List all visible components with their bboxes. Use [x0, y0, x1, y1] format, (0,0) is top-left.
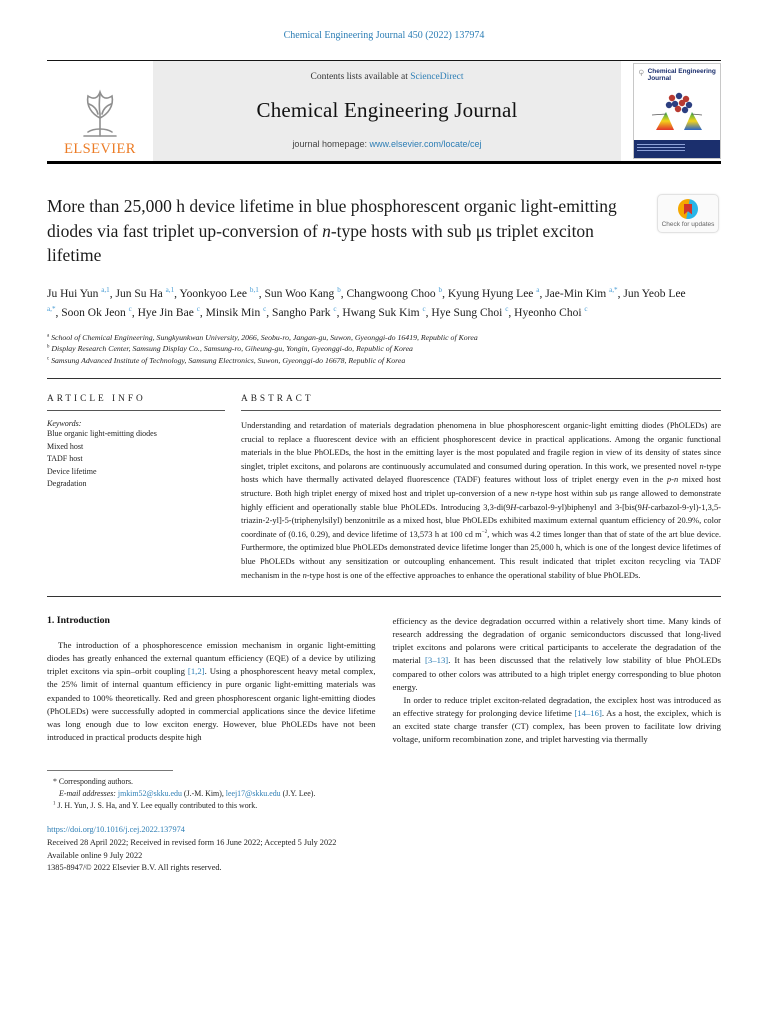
keyword-item: Device lifetime: [47, 466, 97, 476]
journal-citation: Chemical Engineering Journal 450 (2022) 137974: [283, 30, 485, 41]
intro-paragraph-2: In order to reduce triplet exciton-related degradation, the exciplex host was introduced as an effective strategy for prolonging device lifetime [14–16]. As a host, the exciplex, which is an excited state charge transfer (CT) complex, has been proven to facilitate low driving voltage, uniform recombination zone, and triplet harvesting via thermally: [392, 694, 721, 744]
cover-artwork: [638, 82, 716, 140]
text-link[interactable]: c: [333, 304, 337, 313]
journal-masthead: [47, 60, 721, 164]
intro-paragraph-1-continued: efficiency as the device degradation occurred within a relatively short time. Many kinds of research addressing the degradation of organic semiconductors discussed that long-lived triplet excitons and polarons were critical participants to accelerate the degradation of the material [3–13]. It has been discussed that the relatively low stability of blue PhOLEDs compared to other colors was attributed to a high triplet energy corresponding to blue photon energy.: [392, 616, 721, 692]
text-link[interactable]: a: [536, 285, 540, 294]
text-link[interactable]: b,1: [249, 285, 259, 294]
section-divider-bottom: [47, 596, 721, 597]
abstract-column: [241, 394, 721, 582]
cover-column: [621, 61, 721, 161]
cover-journal-title: Chemical Engineering Journal: [647, 68, 716, 82]
keyword-item: Blue organic light-emitting diodes: [47, 429, 157, 438]
intro-paragraph-1: The introduction of a phosphorescence emission mechanism in organic light-emitting diodes has greatly enhanced the external quantum efficiency (EQE) of a device by utilizing triplet excitons via spin–orbit coupling [1,2]. Using a phosphorescent heavy metal complex, the 25% limit of internal quantum efficiency in pure organic light-emitting materials was expanded to 100% theoretically. Red and green phosphorescent organic light-emitting diodes (PhOLEDs) were successfully adopted in commercial applications since the device lifetime was long enough due to low exciton energy. However, blue PhOLEDs have not been introduced in practical products despite high: [47, 640, 376, 742]
text-link[interactable]: b: [438, 285, 443, 294]
keyword-item: Degradation: [47, 479, 87, 488]
received-dates: Received 28 April 2022; Received in revised form 16 June 2022; Accepted 5 July 2022: [47, 837, 337, 847]
cover-elsevier-tree-icon: [638, 68, 645, 78]
cover-header: [638, 68, 716, 82]
journal-cover-thumbnail[interactable]: [633, 63, 721, 159]
elsevier-wordmark: ELSEVIER: [64, 141, 136, 157]
text-link[interactable]: c: [128, 304, 132, 313]
journal-homepage-link[interactable]: www.elsevier.com/locate/cej: [369, 139, 482, 149]
sciencedirect-link[interactable]: ScienceDirect: [410, 72, 464, 82]
text-link[interactable]: a,1: [165, 285, 175, 294]
available-online-date: Available online 9 July 2022: [47, 850, 143, 860]
affiliation-b: $^b$ Display Research Center, Samsung Display Co., Samsung-ro, Giheung-gu, Yongin, Gyeonggi-do, Republic of Korea: [47, 344, 413, 353]
equal-contribution-note: $^1$ J. H. Yun, J. S. Ha, and Y. Lee equally contributed to this work.: [53, 801, 258, 811]
keyword-item: Mixed host: [47, 441, 84, 451]
email-addresses-note: E-mail addresses: jmkim52@skku.edu (J.-M. Kim), leej17@skku.edu (J.Y. Lee).: [59, 789, 316, 799]
text-link[interactable]: c: [263, 304, 267, 313]
cover-molecule-graphic-icon: [644, 88, 710, 134]
footnote-divider: [47, 770, 173, 771]
keywords-label: Keywords:: [47, 419, 82, 428]
cover-footer-band: [634, 140, 720, 158]
text-link[interactable]: c: [584, 304, 588, 313]
text-link[interactable]: a,*: [609, 285, 618, 294]
article-info-heading: ARTICLE INFO: [47, 394, 225, 411]
affiliation-c: $^c$ Samsung Advanced Institute of Technology, Samsung Electronics, Suwon, Gyeonggi-do 16678, Republic of Korea: [47, 355, 406, 365]
text-link[interactable]: c: [422, 304, 426, 313]
citation-ref-1-2[interactable]: [1,2]: [187, 666, 205, 677]
check-for-updates-label: Check for updates: [661, 221, 715, 228]
text-link[interactable]: a,*: [47, 304, 56, 313]
elsevier-logo[interactable]: [47, 61, 153, 161]
text-link[interactable]: c: [196, 304, 200, 313]
article-footer: [47, 824, 721, 875]
article-title: More than 25,000 h device lifetime in blue phosphorescent organic light-emitting diodes via fast triplet up-conversion of n-type hosts with sub μs triplet exciton lifetime: [47, 196, 617, 265]
text-link[interactable]: b: [337, 285, 341, 294]
introduction-heading: 1. Introduction: [47, 615, 110, 627]
elsevier-tree-icon: [74, 84, 126, 140]
article-body: [47, 615, 721, 746]
check-for-updates-badge[interactable]: [657, 194, 719, 233]
citation-ref-14-16[interactable]: [14–16]: [574, 707, 602, 718]
citation-ref-3-13[interactable]: [3–13]: [425, 655, 449, 666]
text-link[interactable]: c: [505, 304, 509, 313]
check-for-updates-icon: [678, 199, 698, 219]
body-column-left: [47, 615, 376, 746]
abstract-text: Understanding and retardation of materials degradation phenomena in blue phosphorescent organic-light emitting diodes (PhOLEDs) are crucial to replace a fluorescent device with an efficient phosphorescent device in practical applications. Among the organic functional materials in the blue PhOLEDs, the host in the emitting layer is the most populated and fragile region in view of its density of states since singlet, triplet excitons, and polarons are continuously accumulated and consumed during operation. In this work, we presented novel n-type hosts which have thermally activated delayed fluorescence (TADF) features without loss of triplet energy even in the p-n mixed host structure. Both high triplet energy of mixed host and triplet up-conversion of a new n-type host within sub μs range allowed to demonstrate highly efficient and operationally stable blue PhOLEDs. Introducing 3,3-di(9H-carbazol-9-yl)biphenyl and 3-[bis(9H-carbazol-9-yl)-1,3,5-triazin-2-yl]-5-(triphenylsilyl) benzonitrile as a mixed host, blue PhOLEDs exhibited maximum external quantum efficiency of 20.9%, color coordinate of (0.16, 0.29), and device lifetime of 13,573 h at 100 cd $m^{-2}$, which was 4.2 times longer than that of state of the art blue device. Furthermore, the optimized blue PhOLEDs demonstrated device lifetime longer than 25,000 h, which is one of the longest device lifetimes of blue PhOLEDs without any sensitization or outcoupling enhancement. This result indicated that triplet exciton recycling via TADF mechanism in the n-type host is one of the effective approaches to enhance the operational stability of blue PhOLEDs.: [241, 420, 721, 580]
journal-homepage-line: [159, 139, 615, 149]
masthead-center: [153, 61, 621, 161]
doi-link[interactable]: https://doi.org/10.1016/j.cej.2022.137974: [47, 825, 185, 835]
contents-list-line: [159, 72, 615, 82]
email-link-jmkim[interactable]: jmkim52@skku.edu: [117, 789, 182, 799]
info-abstract-section: [47, 379, 721, 582]
affiliation-a: $^a$ School of Chemical Engineering, Sungkyunkwan University, 2066, Seobu-ro, Jangan-gu, Suwon, Gyeonggi-do 16419, Republic of Korea: [47, 332, 478, 342]
corresponding-authors-note: * Corresponding authors.: [53, 777, 133, 787]
homepage-prefix-text: journal homepage:: [292, 139, 370, 149]
contents-prefix-text: Contents lists available at: [310, 72, 411, 82]
author-list: Ju Hui Yun $^{a,1}$, Jun Su Ha $^{a,1}$, Yoonkyoo Lee $^{b,1}$, Sun Woo Kang $^b$, Changwoong Choo $^b$, Kyung Hyung Lee $^a$, Jae-Min Kim $^{a,*}$, Jun Yeob Lee $^{a,*}$, Soon Ok Jeon $^c$, Hye Jin Bae $^c$, Minsik Min $^c$, Sangho Park $^c$, Hwang Suk Kim $^c$, Hye Sung Choi $^c$, Hyeonho Choi $^c$: [47, 285, 686, 319]
keyword-item: TADF host: [47, 454, 83, 463]
bookmark-icon: [684, 204, 692, 215]
footnotes: [47, 770, 377, 812]
body-column-right: [393, 615, 722, 746]
article-info-column: [47, 394, 225, 582]
title-row: [47, 194, 721, 268]
journal-title: Chemical Engineering Journal: [256, 98, 518, 122]
text-link[interactable]: a,1: [101, 285, 110, 294]
email-link-leej[interactable]: leej17@skku.edu: [225, 789, 281, 799]
affiliations: [47, 332, 721, 367]
abstract-heading: ABSTRACT: [241, 394, 721, 411]
issn-copyright: 1385-8947/© 2022 Elsevier B.V. All rights reserved.: [47, 863, 222, 873]
